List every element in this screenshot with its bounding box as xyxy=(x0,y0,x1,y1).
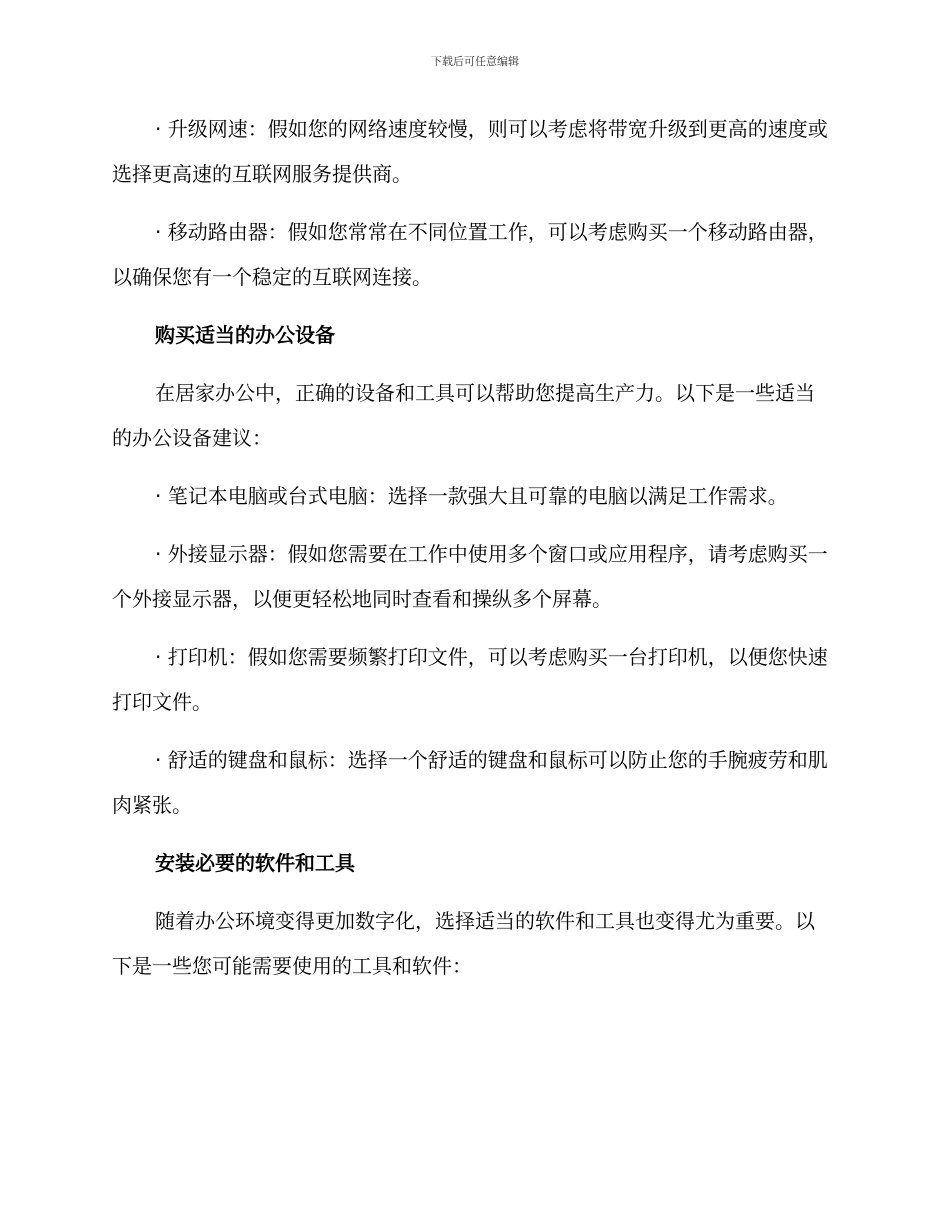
section-heading-office-equipment: 购买适当的办公设备 xyxy=(155,323,335,347)
bullet-computer: · 笔记本电脑或台式电脑：选择一款强大且可靠的电脑以满足工作需求。 xyxy=(155,484,788,508)
paragraph-software-intro: 随着办公环境变得更加数字化，选择适当的软件和工具也变得尤为重要。以下是一些您可能需要使用的工具和软件： xyxy=(112,909,815,978)
bullet-upgrade-network-speed: · 升级网速：假如您的网络速度较慢，则可以考虑将带宽升级到更高的速度或选择更高速的互联网服务提供商。 xyxy=(112,117,828,186)
paragraph-equipment-intro: 在居家办公中，正确的设备和工具可以帮助您提高生产力。以下是一些适当的办公设备建议： xyxy=(112,381,815,450)
document-body xyxy=(112,107,832,1002)
bullet-external-monitor: · 外接显示器：假如您需要在工作中使用多个窗口或应用程序，请考虑购买一个外接显示器，以便更轻松地同时查看和操纵多个屏幕。 xyxy=(112,542,828,611)
page-header: 下载后可任意编辑 xyxy=(431,55,519,68)
bullet-keyboard-mouse: · 舒适的键盘和鼠标：选择一个舒适的键盘和鼠标可以防止您的手腕疲劳和肌肉紧张。 xyxy=(112,748,828,817)
bullet-printer: · 打印机：假如您需要频繁打印文件，可以考虑购买一台打印机，以便您快速打印文件。 xyxy=(112,645,828,714)
section-heading-software-tools: 安装必要的软件和工具 xyxy=(155,851,355,875)
bullet-mobile-router: · 移动路由器：假如您常常在不同位置工作，可以考虑购买一个移动路由器，以确保您有一个稳定的互联网连接。 xyxy=(112,220,828,289)
